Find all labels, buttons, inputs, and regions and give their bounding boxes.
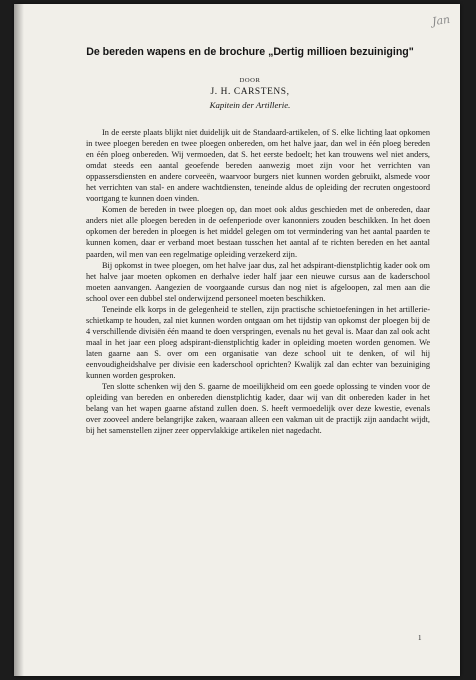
article-title: De bereden wapens en de brochure „Dertig millioen bezuiniging" bbox=[86, 46, 414, 58]
page-number: 1 bbox=[418, 634, 422, 642]
article-body bbox=[86, 127, 430, 436]
page-binding-shadow bbox=[14, 4, 24, 676]
paragraph-4: Teneinde elk korps in de gelegenheid te stellen, zijn practische schietoefeningen in het artillerie-schietkamp te houden, zal niet kunnen worden ontgaan om het tijdstip van opkomst der ploegen bij de 4 verschillende divisiën één maand te doen verspringen, evenals nu het geval is. Maar dan zal ook acht maal in het jaar een ploeg adspirant-dienstplichtig kader in opleiding moeten worden genomen. We laten gaarne aan S. over om een organisatie van deze school uit te denken, of wil hij eenvoudigheidshalve per divisie een kaderschool oprichten? Kwalijk zal dan echter van bezuiniging kunnen worden gesproken. bbox=[86, 304, 430, 381]
paragraph-3: Bij opkomst in twee ploegen, om het halve jaar dus, zal het adspirant-dienstplichtig kader ook om het halve jaar moeten opkomen en derhalve ieder half jaar een nieuwe cursus aan de kaderschool moeten aanvangen. Aangezien de voorgaande cursus dan nog niet is afgeloopen, zal men aan die school over een dubbel stel onderwijzend personeel moeten beschikken. bbox=[86, 260, 430, 303]
document-page bbox=[14, 4, 460, 676]
paragraph-5: Ten slotte schenken wij den S. gaarne de moeilijkheid om een goede oplossing te vinden voor de opleiding van bereden en onbereden dienstplichtig kader, daar wij van dit onbereden kader in het belang van het wapen gaarne afstand zullen doen. S. heeft vermoedelijk over deze kwestie, evenals over zooveel andere belangrijke zaken, waaraan alleen een vakman uit de practijk zijn aandacht wijdt, bij het samenstellen zijner zeer oppervlakkige artikelen niet nagedacht. bbox=[86, 382, 430, 436]
byline-label: DOOR bbox=[239, 77, 261, 84]
author-rank: Kapitein der Artillerie. bbox=[209, 100, 291, 110]
author-name: J. H. CARSTENS, bbox=[210, 87, 290, 97]
paragraph-1: In de eerste plaats blijkt niet duidelijk uit de Standaard-artikelen, of S. elke lichting laat opkomen in twee ploegen bereden en twee ploegen onbereden, om het halve jaar, dan wel in één ploeg bereden en één ploeg onbereden. Wij vermoeden, dat S. het eerste bedoelt; het kan trouwens wel niet anders, omdat steeds een aantal geoefende bereden aanwezig moet zijn voor het verrichten van oppassersdiensten en andere corveeën, waarvoor burgers niet kunnen worden gebruikt, alsmede voor het verrichten van stal- en andere wachtdiensten, teneinde aldus de opleiding der recruten ongestoord voortgang te kunnen doen vinden. bbox=[86, 128, 430, 204]
paragraph-2: Komen de bereden in twee ploegen op, dan moet ook aldus geschieden met de onbereden, daar anders niet alle ploegen bereden in de oefenperiode over kanonniers zouden beschikken. In het doen opkomen der bereden in ploegen is het middel gelegen om tot vermindering van het aantal paarden te kunnen komen, daar er verband moet bestaan tusschen het aantal af te richten bereden en het aantal paarden, wil men van een regelmatige opleiding verzekerd zijn. bbox=[86, 205, 430, 259]
handwritten-note: Jan bbox=[431, 12, 451, 29]
